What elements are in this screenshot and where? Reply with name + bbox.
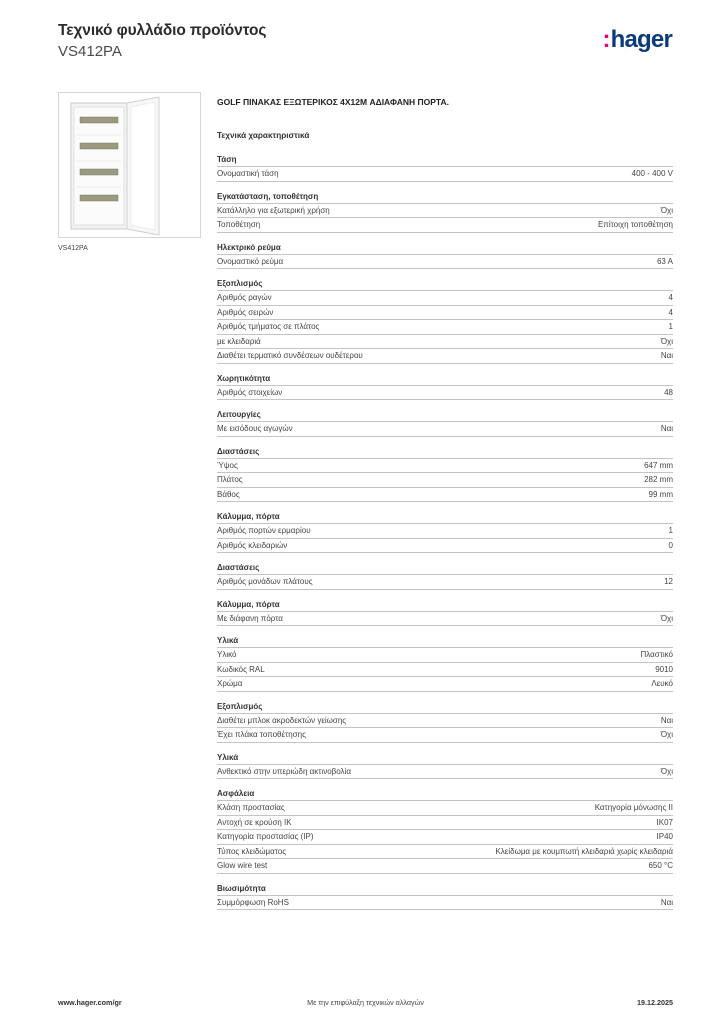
spec-value: Όχι <box>660 336 673 346</box>
section-title: Εξοπλισμός <box>217 279 673 291</box>
spec-value: 9010 <box>655 664 673 674</box>
spec-value: Λευκό <box>651 679 673 688</box>
enclosure-illustration <box>59 93 202 239</box>
spec-value: Επίτοιχη τοποθέτηση <box>597 220 673 229</box>
spec-label: Συμμόρφωση RoHS <box>217 897 289 907</box>
spec-label: Διαθέτει τερματικό συνδέσεων ουδέτερου <box>217 351 363 360</box>
section-title: Χωρητικότητα <box>217 374 673 386</box>
spec-label: Ανθεκτικό στην υπεριώδη ακτινοβολία <box>217 766 351 776</box>
product-image <box>58 92 201 238</box>
spec-value: Ναι <box>660 715 673 725</box>
spec-label: Έχει πλάκα τοποθέτησης <box>217 730 306 739</box>
spec-value: IP40 <box>656 832 673 841</box>
spec-section <box>217 563 673 590</box>
spec-label: Αριθμός στοιχείων <box>217 387 283 397</box>
spec-value: 4 <box>668 293 673 302</box>
spec-value: 0 <box>668 540 673 550</box>
spec-label: Χρώμα <box>217 679 243 688</box>
spec-value: 12 <box>664 577 673 586</box>
spec-section <box>217 789 673 874</box>
image-caption: VS412PA <box>58 245 88 252</box>
spec-row <box>217 524 673 539</box>
spec-row <box>217 204 673 219</box>
spec-label: Κατηγορία προστασίας (IP) <box>217 832 314 841</box>
spec-label: Αριθμός κλειδαριών <box>217 540 288 550</box>
spec-sections <box>217 155 673 910</box>
section-title: Διαστάσεις <box>217 447 673 459</box>
spec-label: Αντοχή σε κρούση IK <box>217 817 292 827</box>
spec-row <box>217 218 673 233</box>
spec-label: Τύπος κλειδώματος <box>217 846 287 856</box>
section-title: Υλικά <box>217 753 673 765</box>
spec-row <box>217 306 673 321</box>
spec-row <box>217 612 673 627</box>
spec-row <box>217 845 673 860</box>
product-code: VS412PA <box>58 43 122 60</box>
spec-value: Όχι <box>660 613 673 623</box>
spec-section <box>217 192 673 233</box>
spec-label: Με διάφανη πόρτα <box>217 613 283 623</box>
section-title: Ασφάλεια <box>217 789 673 801</box>
spec-row <box>217 801 673 816</box>
spec-section <box>217 512 673 553</box>
document-title: Τεχνικό φυλλάδιο προϊόντος <box>58 22 267 39</box>
spec-label: Βάθος <box>217 489 240 499</box>
spec-row <box>217 896 673 911</box>
spec-value: Ναι <box>660 424 673 433</box>
hager-logo <box>602 26 672 54</box>
spec-row <box>217 335 673 350</box>
spec-value: Κατηγορία μόνωσης II <box>594 803 673 812</box>
spec-label: Με εισόδους αγωγών <box>217 424 293 433</box>
spec-row <box>217 386 673 401</box>
spec-row <box>217 539 673 554</box>
spec-value: Ναι <box>660 351 673 360</box>
spec-label: Αριθμός σειρών <box>217 307 274 317</box>
spec-value: 400 - 400 V <box>631 169 673 178</box>
section-title: Ηλεκτρικό ρεύμα <box>217 243 673 255</box>
spec-label: Αριθμός πορτών ερμαρίου <box>217 526 311 535</box>
spec-label: Πλάτος <box>217 475 243 484</box>
spec-label: Αριθμός ραγών <box>217 293 272 302</box>
footer-date: 19.12.2025 <box>637 998 673 1007</box>
spec-row <box>217 459 673 474</box>
product-title: GOLF ΠΙΝΑΚΑΣ ΕΞΩΤΕΡΙΚΟΣ 4X12M ΑΔΙΑΦΑΝΗ ΠΟΡΤΑ. <box>217 97 449 107</box>
section-title: Τάση <box>217 155 673 167</box>
spec-value: 650 °C <box>648 861 673 870</box>
spec-row <box>217 663 673 678</box>
spec-label: Τοποθέτηση <box>217 220 261 229</box>
spec-row <box>217 167 673 182</box>
document-header <box>58 22 266 60</box>
spec-section <box>217 702 673 743</box>
logo-colon: : <box>602 26 610 53</box>
spec-section <box>217 243 673 270</box>
spec-section <box>217 636 673 692</box>
spec-value: Κλείδωμα με κουμπωτή κλειδαριά χωρίς κλειδαριά <box>495 846 673 856</box>
spec-row <box>217 648 673 663</box>
spec-label: Glow wire test <box>217 861 268 870</box>
spec-row <box>217 830 673 845</box>
spec-section <box>217 410 673 437</box>
spec-label: Ονομαστικό ρεύμα <box>217 256 284 266</box>
spec-value: 1 <box>668 322 673 331</box>
spec-value: Πλαστικό <box>640 650 673 659</box>
spec-label: Υλικό <box>217 650 237 659</box>
spec-row <box>217 291 673 306</box>
section-title: Εγκατάσταση, τοποθέτηση <box>217 192 673 204</box>
spec-section <box>217 600 673 627</box>
spec-section <box>217 447 673 503</box>
spec-row <box>217 320 673 335</box>
spec-row <box>217 677 673 692</box>
spec-row <box>217 488 673 503</box>
spec-label: Κατάλληλο για εξωτερική χρήση <box>217 205 330 215</box>
spec-value: Ναι <box>660 897 673 907</box>
spec-value: Όχι <box>660 205 673 215</box>
spec-row <box>217 422 673 437</box>
logo-text: hager <box>610 26 672 53</box>
spec-row <box>217 765 673 780</box>
section-title: Κάλυμμα, πόρτα <box>217 600 673 612</box>
spec-label: Ύψος <box>217 460 238 470</box>
spec-section <box>217 753 673 780</box>
spec-section <box>217 155 673 182</box>
spec-row <box>217 255 673 270</box>
spec-section <box>217 279 673 364</box>
spec-label: με κλειδαριά <box>217 336 261 346</box>
footer-notice: Με την επιφύλαξη τεχνικών αλλαγών <box>307 998 424 1007</box>
spec-label: Κλάση προστασίας <box>217 803 285 812</box>
section-title: Κάλυμμα, πόρτα <box>217 512 673 524</box>
spec-value: 48 <box>664 387 673 397</box>
spec-value: IK07 <box>656 817 673 827</box>
section-title: Εξοπλισμός <box>217 702 673 714</box>
spec-value: 647 mm <box>644 460 673 470</box>
spec-row <box>217 859 673 874</box>
spec-label: Αριθμός τμήματος σε πλάτος <box>217 322 320 331</box>
spec-value: 1 <box>668 526 673 535</box>
section-title: Λειτουργίες <box>217 410 673 422</box>
spec-value: Όχι <box>660 730 673 739</box>
spec-row <box>217 816 673 831</box>
section-title: Υλικά <box>217 636 673 648</box>
footer-website: www.hager.com/gr <box>58 998 122 1007</box>
section-title: Διαστάσεις <box>217 563 673 575</box>
spec-row <box>217 473 673 488</box>
spec-row <box>217 714 673 729</box>
spec-value: 99 mm <box>648 489 673 499</box>
spec-label: Διαθέτει μπλοκ ακροδεκτών γείωσης <box>217 715 347 725</box>
spec-row <box>217 728 673 743</box>
section-title: Βιωσιμότητα <box>217 884 673 896</box>
spec-label: Αριθμός μονάδων πλάτους <box>217 577 313 586</box>
spec-value: Όχι <box>660 766 673 776</box>
spec-value: 63 A <box>656 256 673 266</box>
spec-value: 4 <box>668 307 673 317</box>
spec-label: Κωδικός RAL <box>217 664 265 674</box>
spec-section <box>217 374 673 401</box>
spec-heading: Τεχνικά χαρακτηριστικά <box>217 131 310 140</box>
spec-content <box>217 97 673 910</box>
spec-label: Ονομαστική τάση <box>217 169 279 178</box>
spec-section <box>217 884 673 911</box>
spec-row <box>217 349 673 364</box>
spec-value: 282 mm <box>644 475 673 484</box>
spec-row <box>217 575 673 590</box>
